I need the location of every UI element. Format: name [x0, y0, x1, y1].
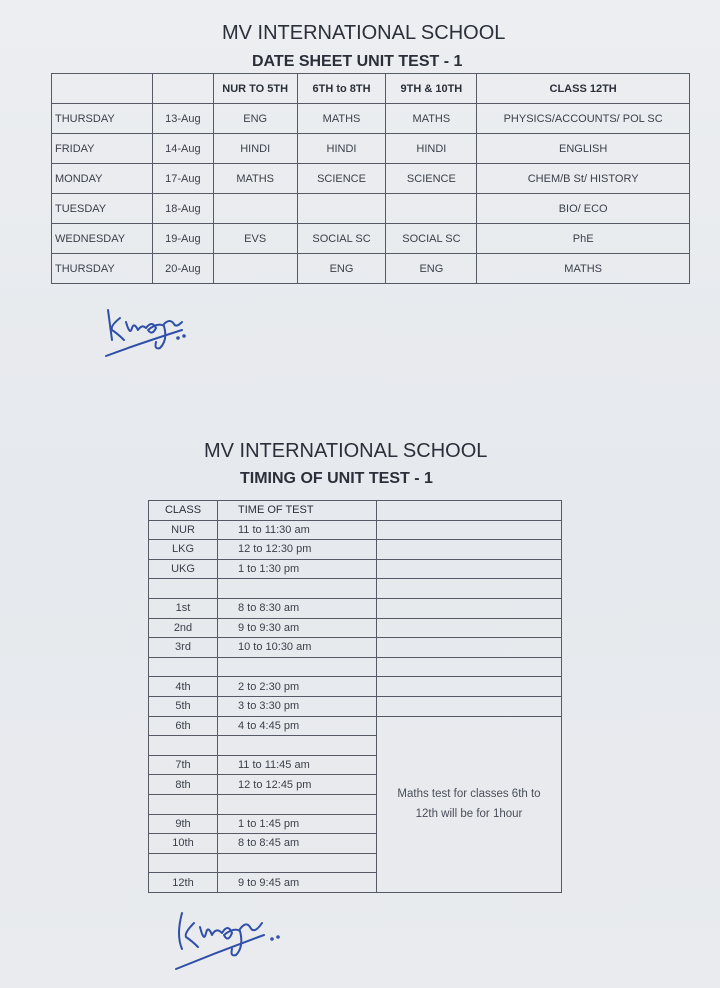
cell-9th-10th: SOCIAL SC — [386, 224, 477, 254]
signature-bottom — [170, 905, 300, 975]
header-date — [152, 74, 213, 104]
blank-cell — [377, 559, 562, 579]
blank-cell — [377, 520, 562, 540]
cell-6th-to-8th: HINDI — [297, 134, 386, 164]
timing-row — [149, 657, 562, 677]
header-nur-to-5th: NUR TO 5TH — [213, 74, 297, 104]
timing-school-name: MV INTERNATIONAL SCHOOL — [204, 440, 488, 462]
timing-row — [149, 716, 562, 736]
date-sheet-table — [51, 73, 690, 284]
blank-cell — [377, 638, 562, 658]
cell-time — [218, 736, 377, 756]
cell-class: 9th — [149, 814, 218, 834]
cell-date: 13-Aug — [152, 104, 213, 134]
cell-time: 11 to 11:30 am — [218, 520, 377, 540]
cell-9th-10th — [386, 194, 477, 224]
cell-nur-to-5th — [213, 194, 297, 224]
cell-class — [149, 579, 218, 599]
cell-6th-to-8th — [297, 194, 386, 224]
cell-9th-10th: ENG — [386, 254, 477, 284]
cell-6th-to-8th: SOCIAL SC — [297, 224, 386, 254]
blank-cell — [377, 501, 562, 521]
cell-date: 14-Aug — [152, 134, 213, 164]
timing-row — [149, 598, 562, 618]
timing-row — [149, 638, 562, 658]
cell-class: 2nd — [149, 618, 218, 638]
cell-nur-to-5th — [213, 254, 297, 284]
cell-9th-10th: MATHS — [386, 104, 477, 134]
cell-nur-to-5th: EVS — [213, 224, 297, 254]
header-class: CLASS — [149, 501, 218, 521]
header-day — [52, 74, 153, 104]
cell-time: 2 to 2:30 pm — [218, 677, 377, 697]
blank-cell — [377, 696, 562, 716]
cell-9th-10th: HINDI — [386, 134, 477, 164]
cell-class: LKG — [149, 540, 218, 560]
cell-class-12th: PHYSICS/ACCOUNTS/ POL SC — [477, 104, 690, 134]
date-sheet-row — [52, 194, 690, 224]
cell-time: 1 to 1:45 pm — [218, 814, 377, 834]
cell-date: 20-Aug — [152, 254, 213, 284]
date-sheet-row — [52, 224, 690, 254]
cell-date: 19-Aug — [152, 224, 213, 254]
cell-class: 1st — [149, 598, 218, 618]
date-sheet-row — [52, 104, 690, 134]
cell-time: 11 to 11:45 am — [218, 755, 377, 775]
timing-row — [149, 520, 562, 540]
timing-row — [149, 579, 562, 599]
cell-day: TUESDAY — [52, 194, 153, 224]
blank-cell — [377, 657, 562, 677]
cell-nur-to-5th: MATHS — [213, 164, 297, 194]
cell-class — [149, 853, 218, 873]
cell-class: 6th — [149, 716, 218, 736]
cell-class: UKG — [149, 559, 218, 579]
timing-row — [149, 696, 562, 716]
header-9th-10th: 9TH & 10TH — [386, 74, 477, 104]
signature-top — [98, 300, 208, 362]
date-sheet-row — [52, 164, 690, 194]
cell-time: 9 to 9:45 am — [218, 873, 377, 893]
cell-class — [149, 794, 218, 814]
timing-title: TIMING OF UNIT TEST - 1 — [240, 470, 433, 487]
date-sheet-row — [52, 254, 690, 284]
blank-cell — [377, 579, 562, 599]
date-sheet-header-row — [52, 74, 690, 104]
cell-time: 12 to 12:45 pm — [218, 775, 377, 795]
cell-time — [218, 579, 377, 599]
cell-day: THURSDAY — [52, 104, 153, 134]
cell-class: 4th — [149, 677, 218, 697]
cell-day: MONDAY — [52, 164, 153, 194]
cell-class — [149, 736, 218, 756]
timing-header-row — [149, 501, 562, 521]
blank-cell — [377, 598, 562, 618]
cell-class: 5th — [149, 696, 218, 716]
cell-nur-to-5th: ENG — [213, 104, 297, 134]
date-sheet-row — [52, 134, 690, 164]
cell-class-12th: BIO/ ECO — [477, 194, 690, 224]
cell-time: 1 to 1:30 pm — [218, 559, 377, 579]
date-sheet-title: DATE SHEET UNIT TEST - 1 — [252, 53, 463, 70]
cell-date: 17-Aug — [152, 164, 213, 194]
cell-class — [149, 657, 218, 677]
cell-class: 12th — [149, 873, 218, 893]
timing-table — [148, 500, 562, 893]
cell-class: NUR — [149, 520, 218, 540]
cell-9th-10th: SCIENCE — [386, 164, 477, 194]
cell-time: 8 to 8:45 am — [218, 834, 377, 854]
cell-time — [218, 794, 377, 814]
cell-time: 10 to 10:30 am — [218, 638, 377, 658]
timing-row — [149, 677, 562, 697]
header-class-12th: CLASS 12TH — [477, 74, 690, 104]
cell-day: WEDNESDAY — [52, 224, 153, 254]
timing-row — [149, 618, 562, 638]
cell-class-12th: MATHS — [477, 254, 690, 284]
blank-cell — [377, 540, 562, 560]
cell-nur-to-5th: HINDI — [213, 134, 297, 164]
cell-class: 8th — [149, 775, 218, 795]
cell-time: 8 to 8:30 am — [218, 598, 377, 618]
blank-cell — [377, 618, 562, 638]
cell-time — [218, 657, 377, 677]
cell-time: 4 to 4:45 pm — [218, 716, 377, 736]
cell-6th-to-8th: SCIENCE — [297, 164, 386, 194]
cell-day: FRIDAY — [52, 134, 153, 164]
cell-time — [218, 853, 377, 873]
cell-class: 3rd — [149, 638, 218, 658]
cell-class-12th: ENGLISH — [477, 134, 690, 164]
cell-class: 10th — [149, 834, 218, 854]
header-6th-to-8th: 6TH to 8TH — [297, 74, 386, 104]
cell-6th-to-8th: ENG — [297, 254, 386, 284]
timing-row — [149, 540, 562, 560]
school-name: MV INTERNATIONAL SCHOOL — [222, 22, 506, 44]
header-time-of-test: TIME OF TEST — [218, 501, 377, 521]
cell-date: 18-Aug — [152, 194, 213, 224]
blank-cell — [377, 677, 562, 697]
cell-time: 9 to 9:30 am — [218, 618, 377, 638]
cell-time: 12 to 12:30 pm — [218, 540, 377, 560]
cell-day: THURSDAY — [52, 254, 153, 284]
cell-6th-to-8th: MATHS — [297, 104, 386, 134]
timing-row — [149, 559, 562, 579]
cell-class-12th: PhE — [477, 224, 690, 254]
cell-class: 7th — [149, 755, 218, 775]
cell-time: 3 to 3:30 pm — [218, 696, 377, 716]
cell-class-12th: CHEM/B St/ HISTORY — [477, 164, 690, 194]
maths-note: Maths test for classes 6th to 12th will be for 1hour — [377, 716, 562, 892]
